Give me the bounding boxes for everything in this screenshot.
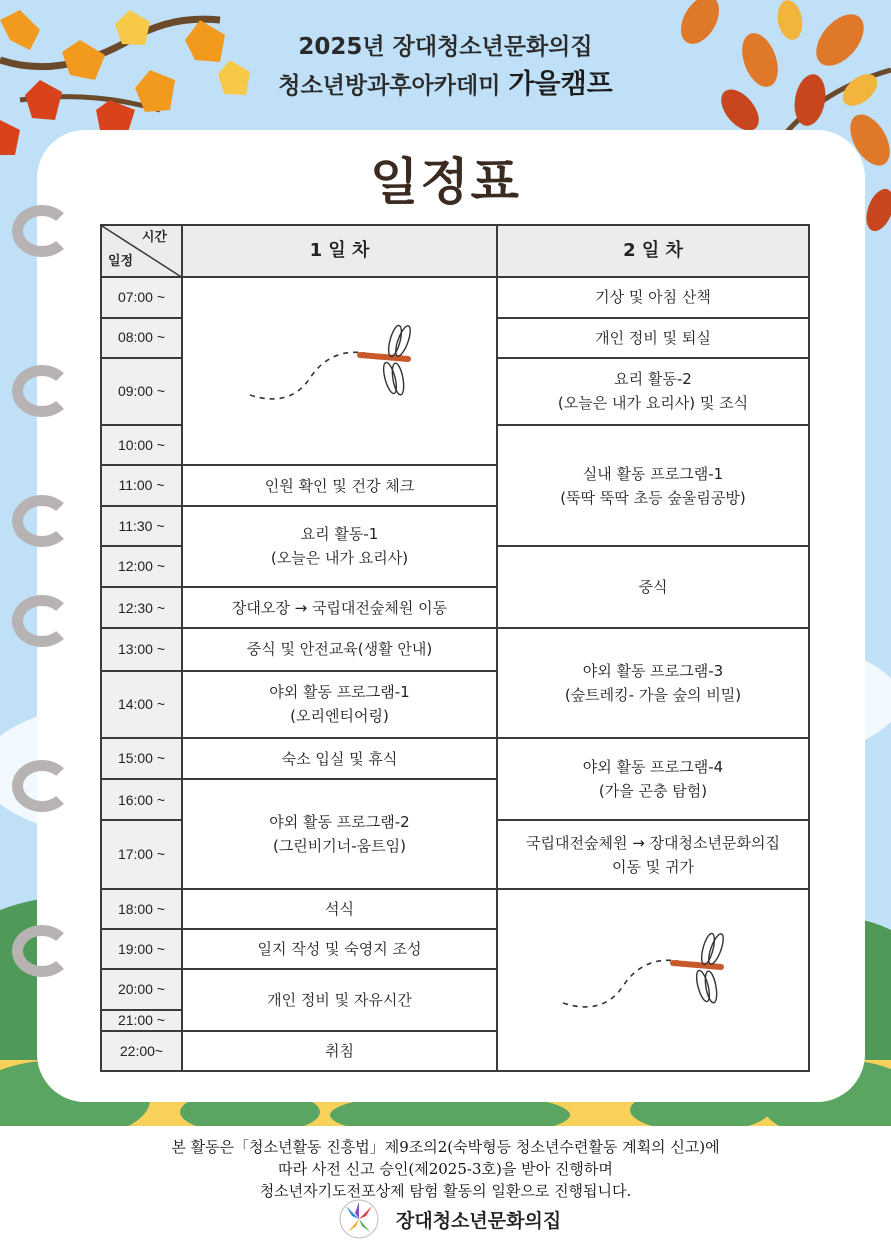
day2-checkout-cell: 개인 정비 및 퇴실: [497, 318, 809, 358]
day2-lunch-cell: 중식: [497, 546, 809, 628]
column-header-day2: 2 일 차: [497, 225, 809, 277]
cell-line: 요리 활동-2: [614, 370, 692, 389]
cell-line: 야외 활동 프로그램-1: [269, 683, 410, 702]
org-logo-icon: [338, 1198, 380, 1240]
day1-health-check-cell: 인원 확인 및 건강 체크: [182, 465, 497, 505]
time-cell: 08:00 ~: [101, 318, 182, 358]
time-cell: 18:00 ~: [101, 889, 182, 929]
cell-line: 야외 활동 프로그램-4: [582, 758, 724, 777]
day1-journal-cell: 일지 작성 및 숙영지 조성: [182, 929, 497, 969]
day1-sleep-cell: 취침: [182, 1031, 497, 1071]
column-header-day1: 1 일 차: [182, 225, 497, 277]
time-cell: 19:00 ~: [101, 929, 182, 969]
cell-line: 야외 활동 프로그램-3: [582, 662, 724, 681]
cell-line: (그린비기너-움트임): [272, 837, 407, 855]
org-name: 장대청소년문화의집: [396, 1209, 562, 1232]
time-cell: 07:00 ~: [101, 277, 182, 317]
time-cell: 09:00 ~: [101, 358, 182, 425]
footer-notice-line-3: 청소년자기도전포상제 탐험 활동의 일환으로 진행됩니다.: [259, 1182, 632, 1200]
binder-ring-icon: [12, 495, 72, 547]
day1-free-cell: 개인 정비 및 자유시간: [182, 969, 497, 1030]
day2-wake-cell: 기상 및 아침 산책: [497, 277, 809, 317]
corner-day-label: 일정: [108, 253, 134, 269]
cell-line: (오늘은 내가 요리사) 및 조식: [557, 394, 749, 413]
table-row: [101, 889, 809, 929]
footer-notice-line-1: 본 활동은「청소년활동 진흥법」제9조의2(숙박형등 청소년수련활동 계획의 신고)에: [171, 1138, 720, 1156]
cell-line: (오리엔티어링): [290, 707, 389, 726]
cell-line: 실내 활동 프로그램-1: [582, 464, 724, 483]
day2-indoor1-cell: [497, 425, 809, 546]
binder-ring-icon: [12, 205, 72, 257]
binder-ring-icon: [12, 365, 72, 417]
time-cell: 12:00 ~: [101, 546, 182, 587]
dragonfly-icon: [553, 931, 753, 1021]
time-cell: 21:00 ~: [101, 1010, 182, 1031]
day1-outdoor2-cell: [182, 779, 497, 889]
table-header-row: [101, 225, 809, 277]
cell-line: 이동 및 귀가: [612, 857, 694, 876]
cell-line: (뚝딱 뚝딱 초등 숲울림공방): [560, 488, 746, 507]
cell-line: (오늘은 내가 요리사): [270, 549, 409, 568]
binder-ring-icon: [12, 595, 72, 647]
header-line-1: 2025년 장대청소년문화의집: [298, 34, 593, 60]
binder-ring-icon: [12, 760, 72, 812]
time-cell: 13:00 ~: [101, 628, 182, 670]
header-camp-name: 가을캠프: [508, 69, 613, 100]
day1-lunch-cell: 중식 및 안전교육(생활 안내): [182, 628, 497, 670]
day2-outdoor3-cell: [497, 628, 809, 738]
time-cell: 11:30 ~: [101, 506, 182, 546]
day2-outdoor4-cell: [497, 738, 809, 820]
day1-empty-cell: [182, 277, 497, 465]
day2-cooking2-cell: [497, 358, 809, 425]
time-cell: 15:00 ~: [101, 738, 182, 779]
time-cell: 14:00 ~: [101, 671, 182, 738]
day1-cooking1-cell: [182, 506, 497, 587]
header-program-name: 청소년방과후아카데미: [278, 73, 509, 99]
time-cell: 12:30 ~: [101, 587, 182, 628]
corner-time-label: 시간: [141, 230, 167, 245]
cell-line: 요리 활동-1: [300, 525, 379, 544]
header-line-2: [0, 62, 891, 101]
day1-move-cell: 장대오장 → 국립대전숲체원 이동: [182, 587, 497, 628]
cell-line: (숲트레킹- 가을 숲의 비밀): [564, 686, 742, 705]
binder-ring-icon: [12, 925, 72, 977]
table-row: [101, 277, 809, 317]
time-cell: 11:00 ~: [101, 465, 182, 505]
dragonfly-icon: [240, 323, 440, 413]
cell-line: 야외 활동 프로그램-2: [269, 813, 410, 831]
table-row: [101, 628, 809, 670]
day1-outdoor1-cell: [182, 671, 497, 738]
time-cell: 16:00 ~: [101, 779, 182, 820]
footer-notice-line-2: 따라 사전 신고 승인(제2025-3호)을 받아 진행하며: [278, 1160, 613, 1178]
cell-line: 국립대전숲체원 → 장대청소년문화의집: [526, 833, 780, 852]
org-logo: [338, 1198, 561, 1240]
day2-return-cell: [497, 820, 809, 888]
time-cell: 17:00 ~: [101, 820, 182, 888]
corner-cell: [101, 225, 182, 277]
page-title: 일정표: [370, 153, 521, 211]
time-cell: 20:00 ~: [101, 969, 182, 1009]
day1-dinner-cell: 석식: [182, 889, 497, 929]
time-cell: 10:00 ~: [101, 425, 182, 465]
table-row: [101, 738, 809, 779]
cell-line: (가을 곤충 탐험): [598, 782, 708, 801]
schedule-table: [100, 224, 810, 1072]
time-cell: 22:00~: [101, 1031, 182, 1071]
day1-checkin-cell: 숙소 입실 및 휴식: [182, 738, 497, 779]
day2-empty-cell: [497, 889, 809, 1071]
